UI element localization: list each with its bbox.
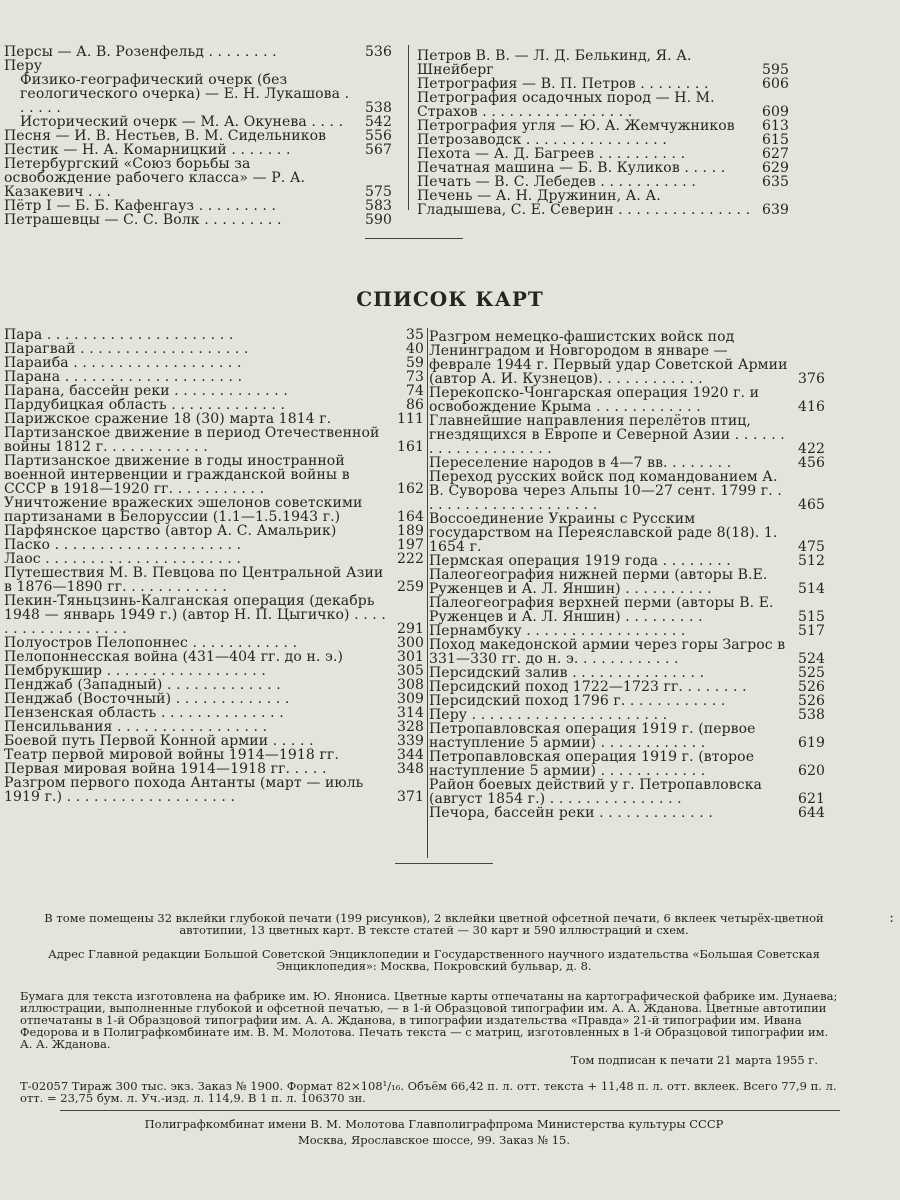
entry-title: Парагвай . . . . . . . . . . . . . . . . . . . <box>4 341 249 357</box>
entry-page-number: 371 <box>396 789 424 805</box>
entry-page-number: 376 <box>797 371 825 387</box>
entry-title: Первая мировая война 1914—1918 гг. . . . . <box>4 761 327 777</box>
map-list-entry <box>429 470 825 512</box>
map-list-entry <box>4 650 424 664</box>
entry-title: Район боевых действий у г. Петропавловска (август 1854 г.) . . . . . . . . . . . . . . . <box>429 777 762 807</box>
entry-title: Главнейшие направления перелётов птиц, гнездящихся в Европе и Северной Азии . . . . . . . . . . . . . . . . . . . . <box>429 413 785 457</box>
entry-title: Уничтожение вражеских эшелонов советскими партизанами в Белоруссии (1.1—1.5.1943 г.) <box>4 495 363 525</box>
entry-page-number: 512 <box>797 553 825 569</box>
map-list-entry <box>4 384 424 398</box>
map-list-entry <box>429 512 825 554</box>
entry-page-number: 344 <box>396 747 424 763</box>
imprint-printing-note: Бумага для текста изготовлена на фабрике им. Ю. Янониса. Цветные карты отпечатаны на картографической фабрике им. Дунаева; иллюстрации, выполненные глубокой и офсетной печатью, — в 1-й Образцовой типографии им. А. А. Жданова. Цветные автотипии отпечатаны в 1-й Образцовой типографии им. А. А. Жданова, в типографии издательства «Правда» 21-й типографии им. Ивана Федорова и в Полиграфкомбинате им. В. М. Молотова. Печать текста — с матриц, изготовленных в 1-й Образцовой типографии им. А. А. Жданова. <box>20 989 838 1051</box>
imprint-bottom-rule <box>60 1110 840 1111</box>
entry-page-number: 162 <box>396 481 424 497</box>
entry-page-number: 161 <box>396 439 424 455</box>
article-index-entry <box>417 49 789 77</box>
entry-title: Поход македонской армии через горы Загрос в 331—330 гг. до н. э. . . . . . . . . . . . <box>429 637 786 667</box>
entry-title: Лаос . . . . . . . . . . . . . . . . . . . . . . <box>4 551 241 567</box>
entry-page-number: 627 <box>761 146 789 162</box>
page-edge-mark: : <box>889 910 894 926</box>
entry-title: Разгром немецко-фашистских войск под Ленинградом и Новгородом в январе — феврале 1944 г. Первый удар Советской Армии (автор А. И. Кузнецов). . . . . . . . . . . . <box>429 329 788 387</box>
article-index-entry <box>417 133 789 147</box>
entry-page-number: 475 <box>797 539 825 555</box>
entry-title: Пензенская область . . . . . . . . . . . . . . <box>4 705 284 721</box>
map-list-entry <box>4 720 424 734</box>
entry-page-number: 328 <box>396 719 424 735</box>
map-list-entry <box>4 762 424 776</box>
map-list-entry <box>4 496 424 524</box>
entry-title: Петрография осадочных пород — Н. М. Страхов . . . . . . . . . . . . . . . . . <box>417 90 715 120</box>
entry-page-number: 514 <box>797 581 825 597</box>
article-index-entry <box>417 119 789 133</box>
entry-title: Пехота — А. Д. Багреев . . . . . . . . . . <box>417 146 686 162</box>
entry-title: Партизанское движение в годы иностранной военной интервенции и гражданской войны в СССР в 1918—1920 гг. . . . . . . . . . . <box>4 453 350 497</box>
entry-page-number: 40 <box>405 341 424 357</box>
article-index-entry <box>4 73 392 115</box>
imprint-printer-address: Москва, Ярославское шоссе, 99. Заказ № 15. <box>297 1133 570 1147</box>
entry-title: Печатная машина — Б. В. Куликов . . . . . <box>417 160 726 176</box>
article-index-entry <box>4 45 392 59</box>
entry-page-number: 606 <box>761 76 789 92</box>
entry-page-number: 314 <box>396 705 424 721</box>
map-list-entry <box>429 554 825 568</box>
entry-title: Паско . . . . . . . . . . . . . . . . . . . . . <box>4 537 242 553</box>
entry-page-number: 308 <box>396 677 424 693</box>
map-list-entry <box>429 568 825 596</box>
entry-title: Персидский поход 1796 г. . . . . . . . . . . . <box>429 693 726 709</box>
imprint-print-run: Т-02057 Тираж 300 тыс. экз. Заказ № 1900. Формат 82×108¹/₁₆. Объём 66,42 п. л. отт. текста + 11,48 п. л. отт. вклеек. Всего 77,9 п. л. отт. = 23,75 бум. л. Уч.-изд. л. 114,9. В 1 п. л. 106370 зн. <box>20 1079 837 1105</box>
article-index-entry <box>417 91 789 119</box>
article-index-entry <box>417 161 789 175</box>
section-divider <box>365 238 463 239</box>
entry-title: Путешествия М. В. Певцова по Центральной Азии в 1876—1890 гг. . . . . . . . . . . . <box>4 565 384 595</box>
entry-title: Парфянское царство (автор А. С. Амальрик) <box>4 523 337 539</box>
map-list-entry <box>4 566 424 594</box>
entry-title: Петрозаводск . . . . . . . . . . . . . . . . <box>417 132 667 148</box>
map-list-entry <box>429 708 825 722</box>
entry-page-number: 339 <box>396 733 424 749</box>
map-list-entry <box>4 370 424 384</box>
map-list-entry <box>4 398 424 412</box>
map-list-entry <box>429 666 825 680</box>
entry-page-number: 197 <box>396 537 424 553</box>
map-list-entry <box>4 524 424 538</box>
entry-title: Переход русских войск под командованием А. В. Суворова через Альпы 10—27 сент. 1799 г. . . . . . . . . . . . . . . . . . . . . <box>429 469 782 513</box>
article-index-entry <box>417 77 789 91</box>
imprint-signed-date: Том подписан к печати 21 марта 1955 г. <box>570 1053 818 1067</box>
map-list-entry <box>4 538 424 552</box>
entry-title: Пётр I — Б. Б. Кафенгауз . . . . . . . . . <box>4 198 277 214</box>
entry-page-number: 300 <box>396 635 424 651</box>
entry-title: Переселение народов в 4—7 вв. . . . . . . . <box>429 455 732 471</box>
map-list-entry <box>429 750 825 778</box>
map-list-entry <box>4 706 424 720</box>
entry-page-number: 644 <box>797 805 825 821</box>
map-list-entry <box>429 806 825 820</box>
entry-title: Полуостров Пелопоннес . . . . . . . . . . . . <box>4 635 298 651</box>
map-list-entry <box>4 552 424 566</box>
entry-title: Перу . . . . . . . . . . . . . . . . . . . . . . <box>429 707 668 723</box>
map-list-entry <box>429 596 825 624</box>
entry-title: Печать — В. С. Лебедев . . . . . . . . . . . <box>417 174 696 190</box>
entry-page-number: 590 <box>364 212 392 228</box>
entry-page-number: 538 <box>364 100 392 116</box>
entry-page-number: 305 <box>396 663 424 679</box>
article-index-entry <box>4 213 392 227</box>
entry-title: Персы — А. В. Розенфельд . . . . . . . . <box>4 44 277 60</box>
entry-title: Пенджаб (Восточный) . . . . . . . . . . . . . <box>4 691 290 707</box>
map-list-entry <box>4 664 424 678</box>
entry-page-number: 456 <box>797 455 825 471</box>
entry-title: Исторический очерк — М. А. Окунева . . . . <box>20 114 344 130</box>
entry-title: Пестик — Н. А. Комарницкий . . . . . . . <box>4 142 291 158</box>
entry-page-number: 86 <box>405 397 424 413</box>
map-list-entry <box>4 734 424 748</box>
entry-title: Перекопско-Чонгарская операция 1920 г. и освобождение Крыма . . . . . . . . . . . . <box>429 385 760 415</box>
entry-page-number: 517 <box>797 623 825 639</box>
entry-title: Палеогеография нижней перми (авторы В.Е. Руженцев и А. Л. Яншин) . . . . . . . . . . <box>429 567 768 597</box>
entry-title: Партизанское движение в период Отечественной войны 1812 г. . . . . . . . . . . . <box>4 425 380 455</box>
entry-page-number: 189 <box>396 523 424 539</box>
entry-page-number: 629 <box>761 160 789 176</box>
entry-title: Петропавловская операция 1919 г. (первое наступление 5 армии) . . . . . . . . . . . . <box>429 721 756 751</box>
entry-page-number: 621 <box>797 791 825 807</box>
map-list-entry <box>4 594 424 636</box>
entry-title: Театр первой мировой войны 1914—1918 гг. <box>4 747 339 763</box>
entry-title: Пембрукшир . . . . . . . . . . . . . . . . . . <box>4 663 266 679</box>
map-list-entry <box>4 776 424 804</box>
entry-page-number: 526 <box>797 693 825 709</box>
entry-title: Пардубицкая область . . . . . . . . . . . . . <box>4 397 286 413</box>
entry-page-number: 620 <box>797 763 825 779</box>
maps-right-column <box>429 330 825 820</box>
entry-page-number: 613 <box>761 118 789 134</box>
entry-page-number: 74 <box>405 383 424 399</box>
entry-page-number: 259 <box>396 579 424 595</box>
map-list-entry <box>429 624 825 638</box>
entry-title: Персидский залив . . . . . . . . . . . . . . . <box>429 665 705 681</box>
map-list-entry <box>4 748 424 762</box>
maps-left-column <box>4 328 424 804</box>
article-index-entry <box>4 157 392 199</box>
map-list-entry <box>4 342 424 356</box>
index-top-right-column <box>417 49 789 217</box>
entry-page-number: 222 <box>396 551 424 567</box>
entry-page-number: 164 <box>396 509 424 525</box>
entry-page-number: 635 <box>761 174 789 190</box>
entry-title: Песня — И. В. Нестьев, В. М. Сидельников <box>4 128 327 144</box>
entry-page-number: 422 <box>797 441 825 457</box>
entry-page-number: 567 <box>364 142 392 158</box>
entry-page-number: 639 <box>761 202 789 218</box>
entry-title: Пелопоннесская война (431—404 гг. до н. э.) <box>4 649 344 665</box>
map-list-entry <box>429 330 825 386</box>
entry-page-number: 556 <box>364 128 392 144</box>
article-index-entry <box>4 199 392 213</box>
article-index-entry <box>417 175 789 189</box>
entry-page-number: 583 <box>364 198 392 214</box>
article-index-entry <box>4 59 392 73</box>
entry-page-number: 536 <box>364 44 392 60</box>
entry-title: Петербургский «Союз борьбы за освобождение рабочего класса» — Р. А. Казакевич . . . <box>4 156 306 200</box>
entry-title: Петропавловская операция 1919 г. (второе наступление 5 армии) . . . . . . . . . . . . <box>429 749 755 779</box>
maps-list-title: СПИСОК КАРТ <box>356 287 544 311</box>
map-list-entry <box>4 412 424 426</box>
entry-page-number: 465 <box>797 497 825 513</box>
entry-page-number: 111 <box>396 411 424 427</box>
imprint-printer: Полиграфкомбинат имени В. М. Молотова Главполиграфпрома Министерства культуры СССР <box>144 1117 724 1131</box>
entry-title: Парана, бассейн реки . . . . . . . . . . . . . <box>4 383 288 399</box>
entry-title: Пенджаб (Западный) . . . . . . . . . . . . . <box>4 677 281 693</box>
entry-title: Печора, бассейн реки . . . . . . . . . . . . . <box>429 805 713 821</box>
map-list-entry <box>4 678 424 692</box>
article-index-entry <box>4 129 392 143</box>
entry-page-number: 538 <box>797 707 825 723</box>
entry-title: Петрография угля — Ю. А. Жемчужников <box>417 118 735 134</box>
map-list-entry <box>429 680 825 694</box>
entry-page-number: 609 <box>761 104 789 120</box>
entry-page-number: 348 <box>396 761 424 777</box>
entry-title: Разгром первого похода Антанты (март — июль 1919 г.) . . . . . . . . . . . . . . . . . . . <box>4 775 364 805</box>
column-divider-maps <box>427 328 428 858</box>
entry-title: Петрашевцы — С. С. Волк . . . . . . . . . <box>4 212 282 228</box>
map-list-entry <box>429 414 825 456</box>
entry-page-number: 35 <box>405 327 424 343</box>
entry-page-number: 301 <box>396 649 424 665</box>
imprint-divider <box>395 863 493 864</box>
imprint-editorial-address: Адрес Главной редакции Большой Советской Энциклопедии и Государственного научного издательства «Большая Советская Энциклопедия»: Москва, Покровский бульвар, д. 8. <box>48 947 820 973</box>
map-list-entry <box>429 722 825 750</box>
entry-title: Петров В. В. — Л. Д. Белькинд, Я. А. Шнейберг <box>417 48 692 78</box>
entry-page-number: 416 <box>797 399 825 415</box>
map-list-entry <box>429 638 825 666</box>
column-divider-top <box>408 45 409 210</box>
entry-title: Парижское сражение 18 (30) марта 1814 г. <box>4 411 332 427</box>
article-index-entry <box>417 147 789 161</box>
entry-page-number: 309 <box>396 691 424 707</box>
entry-title: Пара . . . . . . . . . . . . . . . . . . . . . <box>4 327 234 343</box>
entry-page-number: 542 <box>364 114 392 130</box>
article-index-entry <box>4 143 392 157</box>
entry-title: Боевой путь Первой Конной армии . . . . . <box>4 733 314 749</box>
entry-page-number: 575 <box>364 184 392 200</box>
map-list-entry <box>429 386 825 414</box>
entry-page-number: 59 <box>405 355 424 371</box>
entry-title: Персидский поход 1722—1723 гг. . . . . . . . <box>429 679 747 695</box>
entry-page-number: 619 <box>797 735 825 751</box>
entry-page-number: 525 <box>797 665 825 681</box>
entry-title: Пернамбуку . . . . . . . . . . . . . . . . . . <box>429 623 686 639</box>
map-list-entry <box>4 454 424 496</box>
entry-title: Воссоединение Украины с Русским государством на Переяславской раде 8(18). 1. 1654 г. <box>429 511 778 555</box>
map-list-entry <box>4 328 424 342</box>
map-list-entry <box>4 636 424 650</box>
entry-page-number: 291 <box>396 621 424 637</box>
entry-title: Пекин-Тяньцзинь-Калганская операция (декабрь 1948 — январь 1949 г.) (автор Н. П. Цыгичко) . . . . . . . . . . . . . . . . . . <box>4 593 386 637</box>
index-top-left-column <box>4 45 392 227</box>
map-list-entry <box>4 426 424 454</box>
entry-page-number: 526 <box>797 679 825 695</box>
entry-page-number: 615 <box>761 132 789 148</box>
entry-page-number: 595 <box>761 62 789 78</box>
map-list-entry <box>4 356 424 370</box>
entry-title: Пермская операция 1919 года . . . . . . . . <box>429 553 731 569</box>
entry-page-number: 73 <box>405 369 424 385</box>
entry-title: Перу <box>4 58 43 74</box>
map-list-entry <box>429 778 825 806</box>
entry-title: Физико-географический очерк (без геологического очерка) — Е. Н. Лукашова . . . . . . <box>20 72 350 116</box>
entry-title: Палеогеография верхней перми (авторы В. Е. Руженцев и А. Л. Яншин) . . . . . . . . . <box>429 595 774 625</box>
entry-title: Пенсильвания . . . . . . . . . . . . . . . . . <box>4 719 268 735</box>
entry-title: Параиба . . . . . . . . . . . . . . . . . . . <box>4 355 242 371</box>
map-list-entry <box>429 694 825 708</box>
map-list-entry <box>429 456 825 470</box>
entry-title: Парана . . . . . . . . . . . . . . . . . . . . <box>4 369 243 385</box>
entry-title: Петрография — В. П. Петров . . . . . . . . <box>417 76 709 92</box>
entry-page-number: 515 <box>797 609 825 625</box>
imprint-insets-note: В томе помещены 32 вклейки глубокой печати (199 рисунков), 2 вклейки цветной офсетной печати, 6 вклеек четырёх-цветной автотипии, 13 цветных карт. В тексте статей — 30 карт и 590 иллюстраций и схем. <box>44 911 824 937</box>
map-list-entry <box>4 692 424 706</box>
article-index-entry <box>417 189 789 217</box>
entry-title: Печень — А. Н. Дружинин, А. А. Гладышева, С. Е. Северин . . . . . . . . . . . . . . . <box>417 188 751 218</box>
article-index-entry <box>4 115 392 129</box>
entry-page-number: 524 <box>797 651 825 667</box>
